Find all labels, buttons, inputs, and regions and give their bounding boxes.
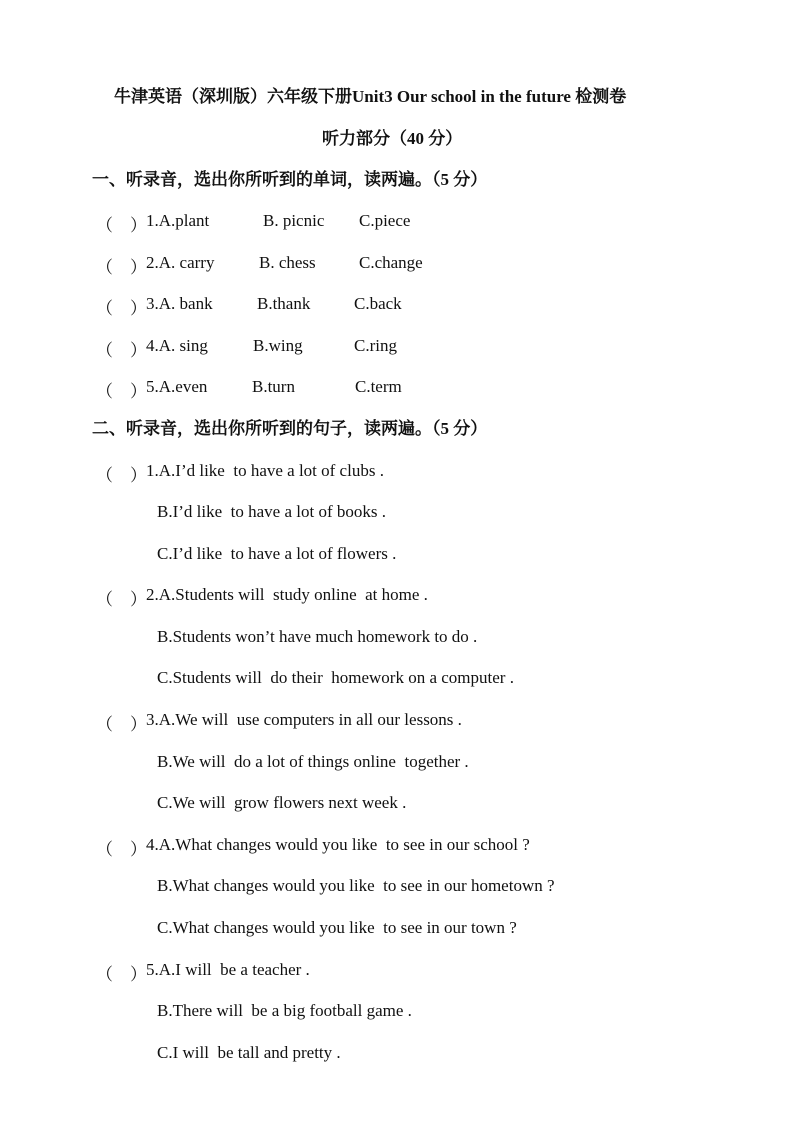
option-b: B.There will be a big football game . [157, 1001, 412, 1020]
answer-blank[interactable]: （ ） [96, 590, 147, 609]
option-c: C.What changes would you like to see in our town ? [157, 918, 517, 937]
page-title: 牛津英语（深圳版）六年级下册Unit3 Our school in the future 检测卷 [114, 87, 627, 106]
option-a: 3.A. bank [146, 294, 213, 313]
answer-blank[interactable]: （ ） [96, 840, 147, 859]
answer-blank[interactable]: （ ） [96, 341, 147, 360]
answer-blank[interactable]: （ ） [96, 466, 147, 485]
option-a: 1.A.plant [146, 211, 210, 230]
option-a: 4.A.What changes would you like to see in our school ? [146, 835, 530, 854]
answer-blank[interactable]: （ ） [96, 382, 147, 401]
option-a: 5.A.even [146, 377, 208, 396]
option-b: B. chess [259, 253, 316, 272]
option-a: 2.A. carry [146, 253, 215, 272]
option-c: C.Students will do their homework on a computer . [157, 668, 514, 687]
option-a: 1.A.I’d like to have a lot of clubs . [146, 461, 384, 480]
option-b: B.What changes would you like to see in our hometown ? [157, 876, 555, 895]
option-b: B.Students won’t have much homework to do . [157, 627, 478, 646]
option-b: B.turn [252, 377, 295, 396]
answer-blank[interactable]: （ ） [96, 216, 147, 235]
section2-heading: 二、听录音，选出你所听到的句子，读两遍。（5 分） [92, 419, 488, 438]
option-c: C.I’d like to have a lot of flowers . [157, 544, 397, 563]
option-c: C.term [355, 377, 402, 396]
option-b: B.wing [253, 336, 303, 355]
answer-blank[interactable]: （ ） [96, 258, 147, 277]
option-b: B.thank [257, 294, 311, 313]
answer-blank[interactable]: （ ） [96, 965, 147, 984]
option-c: C.I will be tall and pretty . [157, 1043, 341, 1062]
option-c: C.ring [354, 336, 397, 355]
option-b: B.I’d like to have a lot of books . [157, 502, 386, 521]
option-b: B. picnic [263, 211, 325, 230]
option-b: B.We will do a lot of things online together . [157, 752, 469, 771]
option-c: C.piece [359, 211, 411, 230]
section1-heading: 一、听录音，选出你所听到的单词，读两遍。（5 分） [92, 170, 488, 189]
option-a: 4.A. sing [146, 336, 208, 355]
answer-blank[interactable]: （ ） [96, 299, 147, 318]
option-c: C.We will grow flowers next week . [157, 793, 407, 812]
option-a: 2.A.Students will study online at home . [146, 585, 428, 604]
option-c: C.change [359, 253, 423, 272]
page-subtitle: 听力部分（40 分） [322, 129, 463, 148]
option-a: 3.A.We will use computers in all our lessons . [146, 710, 462, 729]
option-c: C.back [354, 294, 402, 313]
answer-blank[interactable]: （ ） [96, 715, 147, 734]
option-a: 5.A.I will be a teacher . [146, 960, 310, 979]
